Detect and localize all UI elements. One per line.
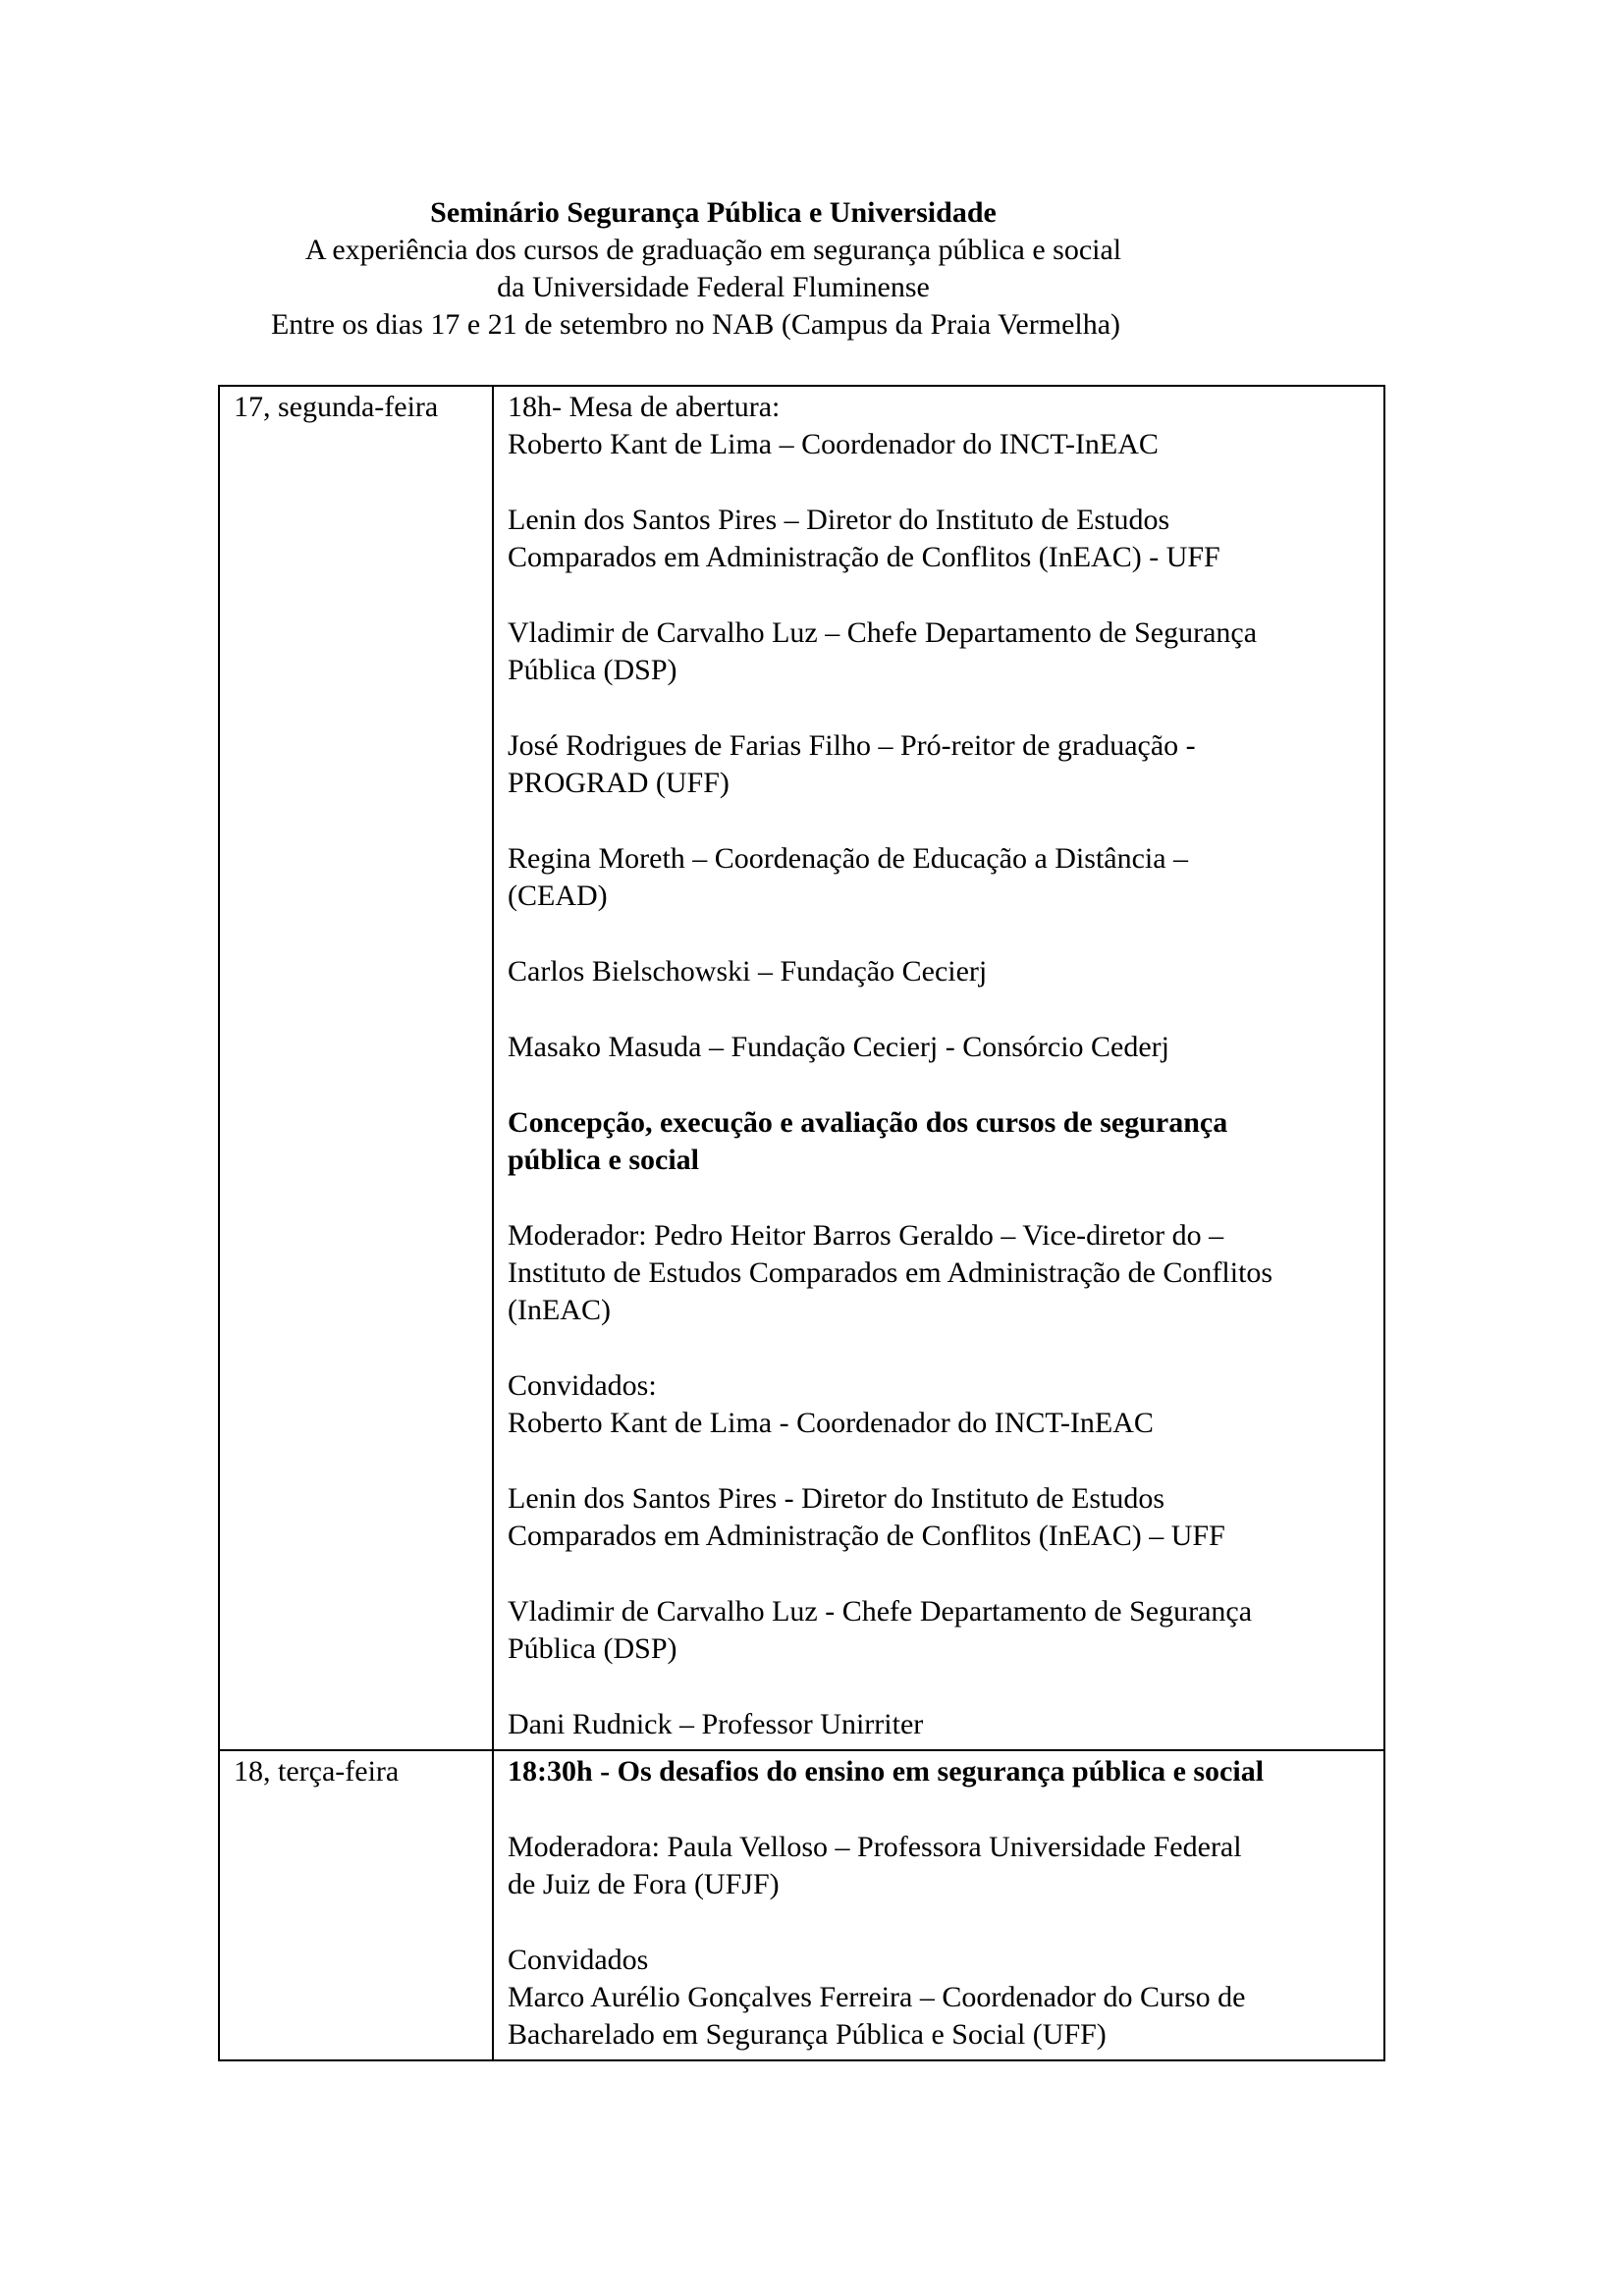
schedule-events: [493, 1750, 1384, 2060]
session-heading: [508, 1753, 1374, 1790]
participant-entry: [508, 727, 1374, 802]
participant-entry: [508, 502, 1374, 576]
entry-line: Comparados em Administração de Conflitos (InEAC) - UFF: [508, 541, 1220, 573]
document-title: Seminário Segurança Pública e Universidade: [430, 196, 997, 229]
entry-line: Instituto de Estudos Comparados em Administração de Conflitos: [508, 1256, 1273, 1289]
entry-line: Pública (DSP): [508, 654, 677, 686]
entry-line: Pública (DSP): [508, 1632, 677, 1665]
entry-line: Concepção, execução e avaliação dos cursos de segurança: [508, 1106, 1228, 1139]
entry-line: Roberto Kant de Lima – Coordenador do INCT-InEAC: [508, 428, 1159, 460]
entry-line: Carlos Bielschowski – Fundação Cecierj: [508, 955, 988, 988]
entry-line: Roberto Kant de Lima - Coordenador do INCT-InEAC: [508, 1407, 1154, 1439]
participant-entry: [508, 1367, 1374, 1442]
entry-line: 18h- Mesa de abertura:: [508, 391, 781, 423]
event-dates-line: Entre os dias 17 e 21 de setembro no NAB (Campus da Praia Vermelha): [270, 308, 1121, 341]
entry-line: Dani Rudnick – Professor Unirriter: [508, 1708, 924, 1740]
document-subtitle-line-1: A experiência dos cursos de graduação em segurança pública e social: [304, 234, 1122, 266]
entry-line: Masako Masuda – Fundação Cecierj - Consórcio Cederj: [508, 1031, 1169, 1063]
entry-line: Lenin dos Santos Pires – Diretor do Instituto de Estudos: [508, 504, 1170, 536]
entry-line: Comparados em Administração de Conflitos (InEAC) – UFF: [508, 1520, 1225, 1552]
entry-line: Vladimir de Carvalho Luz – Chefe Departamento de Segurança: [508, 616, 1258, 649]
entry-line: Convidados:: [508, 1369, 657, 1402]
participant-entry: [508, 1029, 1374, 1066]
document-header: [0, 194, 1427, 344]
schedule-day: 18, terça-feira: [219, 1750, 493, 2060]
entry-line: 18:30h - Os desafios do ensino em segurança pública e social: [508, 1755, 1265, 1788]
participant-entry: [508, 1480, 1374, 1555]
entry-line: Lenin dos Santos Pires - Diretor do Instituto de Estudos: [508, 1482, 1165, 1515]
participant-entry: [508, 614, 1374, 689]
participant-entry: [508, 1942, 1374, 2054]
entry-line: Convidados: [508, 1944, 649, 1976]
entry-line: (CEAD): [508, 880, 608, 912]
schedule-day: 17, segunda-feira: [219, 386, 493, 1750]
participant-entry: [508, 1706, 1374, 1743]
entry-line: Regina Moreth – Coordenação de Educação a Distância –: [508, 842, 1189, 875]
entry-line: Moderadora: Paula Velloso – Professora Universidade Federal: [508, 1831, 1242, 1863]
participant-entry: [508, 840, 1374, 915]
participant-entry: [508, 1593, 1374, 1668]
schedule-row: [219, 1750, 1384, 2060]
entry-line: José Rodrigues de Farias Filho – Pró-reitor de graduação -: [508, 729, 1196, 762]
participant-entry: [508, 1217, 1374, 1329]
entry-line: Marco Aurélio Gonçalves Ferreira – Coordenador do Curso de: [508, 1981, 1246, 2013]
entry-line: Moderador: Pedro Heitor Barros Geraldo – Vice-diretor do –: [508, 1219, 1224, 1252]
entry-line: PROGRAD (UFF): [508, 767, 730, 799]
entry-line: Bacharelado em Segurança Pública e Social (UFF): [508, 2018, 1107, 2051]
schedule-body: [219, 386, 1384, 2060]
schedule-table: [218, 385, 1385, 2061]
session-heading: [508, 1104, 1374, 1179]
entry-line: (InEAC): [508, 1294, 611, 1326]
document-subtitle-line-2: da Universidade Federal Fluminense: [497, 271, 930, 303]
entry-line: de Juiz de Fora (UFJF): [508, 1868, 780, 1900]
schedule-row: [219, 386, 1384, 1750]
participant-entry: [508, 953, 1374, 990]
participant-entry: [508, 1829, 1374, 1903]
entry-line: pública e social: [508, 1144, 700, 1176]
participant-entry: [508, 389, 1374, 463]
schedule-events: [493, 386, 1384, 1750]
entry-line: Vladimir de Carvalho Luz - Chefe Departamento de Segurança: [508, 1595, 1253, 1628]
